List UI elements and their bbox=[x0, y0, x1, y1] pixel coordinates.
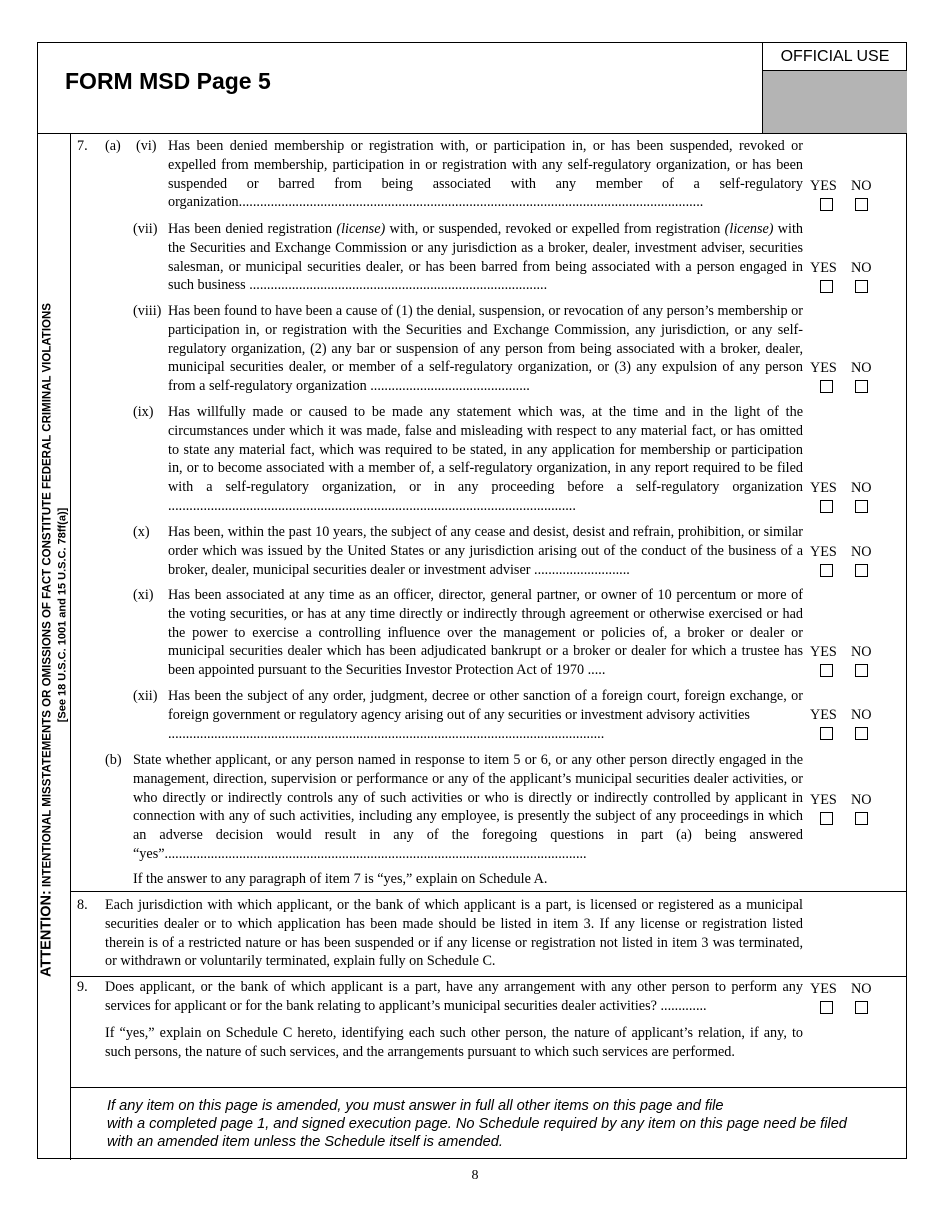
item-7a-vii-license-1: (license) bbox=[336, 221, 386, 237]
leader-dots: ............................................. bbox=[366, 378, 530, 395]
item-7b-body: State whether applicant, or any person named in response to item 5 or 6, or any other person directly engaged in the management, direction, supervision or performance or any of the applicant’s municipal securities dealer activities, or who directly or indirectly controls any of such activities or who is directly or indirectly controlled by applicant in connection with any of such activities, including any employee, is presently the subject of any proceedings in which an adverse decision would result in any of the foregoing questions in part (a) being answered “yes” bbox=[133, 752, 803, 862]
item-7a-x-label: (x) bbox=[133, 524, 150, 540]
official-use-box bbox=[762, 43, 907, 133]
yes-checkbox[interactable] bbox=[820, 198, 833, 211]
item-7a-vii-label: (vii) bbox=[133, 221, 158, 237]
leader-dots: ................................................................................................................................... bbox=[238, 194, 704, 211]
yes-label: YES bbox=[810, 644, 837, 660]
item-7a-viii-body: Has been found to have been a cause of (1) the denial, suspension, or revocation of any person’s membership or participation in, or registration with the Securities and Exchange Commission, any jurisdiction, or any self-regulatory organization, (2) any bar or suspension of any person from being associated with a broker, dealer, municipal securities dealer, or member of a self-regulatory organization, or (3) any expulsion of any person from a self-regulatory organization bbox=[168, 303, 803, 395]
no-checkbox[interactable] bbox=[855, 564, 868, 577]
no-label: NO bbox=[851, 178, 872, 194]
item-7a-vii-text-2: with, or suspended, revoked or expelled from registration bbox=[385, 221, 725, 237]
yes-label: YES bbox=[810, 707, 837, 723]
yes-label: YES bbox=[810, 260, 837, 276]
leader-dots: ............. bbox=[656, 997, 707, 1014]
item-7a-vii-text-1: Has been denied registration bbox=[168, 221, 337, 237]
yes-label: YES bbox=[810, 480, 837, 496]
no-label: NO bbox=[851, 981, 872, 997]
page-number: 8 bbox=[471, 1168, 479, 1183]
yes-label: YES bbox=[810, 360, 837, 376]
yes-label: YES bbox=[810, 178, 837, 194]
attention-text: INTENTIONAL MISSTATEMENTS OR OMISSIONS OF FACT CONSTITUTE FEDERAL CRIMINAL VIOLATIONS bbox=[41, 303, 54, 888]
no-checkbox[interactable] bbox=[855, 664, 868, 677]
item-7a-vii-text-3: with the Securities and Exchange Commission or any jurisdiction as a broker, dealer, investment adviser, securities salesman, or municipal securities dealer, or has been barred from being associated with a person engaged in such business bbox=[168, 221, 804, 294]
item-7a-xi-text bbox=[168, 586, 803, 680]
no-checkbox[interactable] bbox=[855, 500, 868, 513]
no-label: NO bbox=[851, 480, 872, 496]
no-checkbox[interactable] bbox=[855, 380, 868, 393]
no-label: NO bbox=[851, 260, 872, 276]
yes-checkbox[interactable] bbox=[820, 280, 833, 293]
item-7-footnote: If the answer to any paragraph of item 7 is “yes,” explain on Schedule A. bbox=[133, 871, 548, 887]
amendment-note-line-3: with an amended item unless the Schedule itself is amended. bbox=[107, 1134, 503, 1150]
yes-checkbox[interactable] bbox=[820, 564, 833, 577]
item-7a-xii-label: (xii) bbox=[133, 688, 158, 704]
item-7a-vi-body: Has been denied membership or registration with, or participation in, or has been suspended, revoked or expelled from membership, participation in or registration with any self-regulatory organization, or has been suspended or barred from being associated with any member of a self-regulatory organization bbox=[168, 138, 803, 211]
leader-dots: ........................................................................................................................... bbox=[168, 725, 605, 742]
page-title: FORM MSD Page 5 bbox=[65, 68, 271, 94]
attention-citation: [See 18 U.S.C. 1001 and 15 U.S.C. 78ff(a)] bbox=[56, 507, 69, 723]
amendment-note-line-2: with a completed page 1, and signed execution page. No Schedule required by any item on this page need be filed bbox=[107, 1116, 847, 1132]
yes-checkbox[interactable] bbox=[820, 380, 833, 393]
yes-label: YES bbox=[810, 981, 837, 997]
no-label: NO bbox=[851, 360, 872, 376]
no-label: NO bbox=[851, 707, 872, 723]
divider-item9 bbox=[71, 976, 907, 977]
divider-note bbox=[71, 1087, 907, 1088]
amendment-note bbox=[107, 1097, 897, 1151]
attention-sidebar bbox=[38, 134, 71, 1160]
amendment-note-line-1: If any item on this page is amended, you must answer in full all other items on this page and file bbox=[107, 1098, 724, 1114]
yes-label: YES bbox=[810, 792, 837, 808]
yes-checkbox[interactable] bbox=[820, 500, 833, 513]
item-9-number: 9. bbox=[77, 979, 88, 995]
yes-checkbox[interactable] bbox=[820, 727, 833, 740]
no-label: NO bbox=[851, 544, 872, 560]
item-7a-vi-text bbox=[168, 137, 803, 212]
item-7a-vii-license-2: (license) bbox=[724, 221, 774, 237]
item-7a-viii-text bbox=[168, 302, 803, 396]
item-9-text bbox=[105, 978, 803, 1016]
item-7a-xi-label: (xi) bbox=[133, 587, 154, 603]
no-checkbox[interactable] bbox=[855, 1001, 868, 1014]
no-checkbox[interactable] bbox=[855, 198, 868, 211]
official-use-shaded-area bbox=[763, 71, 907, 133]
attention-notice bbox=[39, 270, 70, 1010]
no-label: NO bbox=[851, 644, 872, 660]
no-checkbox[interactable] bbox=[855, 812, 868, 825]
no-label: NO bbox=[851, 792, 872, 808]
leader-dots: ..... bbox=[584, 662, 606, 679]
item-9-body: Does applicant, or the bank of which applicant is a part, have any arrangement with any other person to perform any services for applicant or for the bank relating to applicant’s municipal securities dealer activities? bbox=[105, 979, 803, 1014]
item-7a-label: (a) bbox=[105, 138, 121, 154]
item-7a-vii-text bbox=[168, 220, 803, 295]
item-7a-viii-label: (viii) bbox=[133, 303, 162, 319]
attention-label: ATTENTION: bbox=[38, 890, 55, 977]
item-7a-ix-text bbox=[168, 403, 803, 516]
item-9-followup: If “yes,” explain on Schedule C hereto, identifying each such other person, the nature of applicant’s relation, if any, to such persons, the nature of such services, and the arrangements pursuant to which such services are performed. bbox=[105, 1025, 803, 1060]
item-7b-label: (b) bbox=[105, 752, 122, 768]
official-use-label: OFFICIAL USE bbox=[763, 43, 907, 71]
no-checkbox[interactable] bbox=[855, 727, 868, 740]
divider-item8 bbox=[71, 891, 907, 892]
item-8-number: 8. bbox=[77, 897, 88, 913]
item-7a-x-body: Has been, within the past 10 years, the subject of any cease and desist, desist and refrain, prohibition, or similar order which was issued by the United States or any jurisdiction arising out of the conduct of the business of a broker, dealer, municipal securities dealer or investment adviser bbox=[168, 524, 803, 578]
leader-dots: ....................................................................................................................... bbox=[164, 845, 587, 862]
item-8-text: Each jurisdiction with which applicant, or the bank of which applicant is a part, is licensed or registered as a municipal securities dealer or to which application has been made should be listed in item 3. If any license or registration listed therein is of a restricted nature or has been suspended or if any license or registration not listed in item 3 was terminated, or withdrawn or voluntarily terminated, explain fully on Schedule C. bbox=[105, 897, 803, 970]
item-7a-xii-text bbox=[168, 687, 803, 743]
item-7a-ix-label: (ix) bbox=[133, 404, 154, 420]
yes-checkbox[interactable] bbox=[820, 1001, 833, 1014]
no-checkbox[interactable] bbox=[855, 280, 868, 293]
leader-dots: .................................................................................... bbox=[245, 277, 548, 294]
item-7a-xi-body: Has been associated at any time as an officer, director, general partner, or owner of 10 percentum or more of the voting securities, or has at any time directly or indirectly through agreement or otherwise exercised or had the power to exercise a controlling influence over the management or policies of, a broker or dealer or municipal securities dealer which has been adjudicated bankrupt or a broker or dealer for which a trustee has been appointed pursuant to the Securities Investor Protection Act of 1970 bbox=[168, 587, 803, 679]
yes-checkbox[interactable] bbox=[820, 812, 833, 825]
item-7-number: 7. bbox=[77, 138, 88, 154]
form-header bbox=[38, 43, 906, 134]
item-7a-vi-label: (vi) bbox=[136, 138, 157, 154]
item-7a-ix-body: Has willfully made or caused to be made any statement which was, at the time and in the light of the circumstances under which it was made, false and misleading with respect to any material fact, or has omitted to state any material fact, which was required to be stated, in any application for membership or participation in, or to become associated with a member of, a self-regulatory organization, in any report required to be filed with a self-regulatory organization, or in any proceeding before a self-regulatory organization bbox=[168, 404, 803, 496]
item-7a-x-text bbox=[168, 523, 803, 579]
yes-checkbox[interactable] bbox=[820, 664, 833, 677]
item-7a-xii-body: Has been the subject of any order, judgment, decree or other sanction of a foreign court, foreign exchange, or foreign government or regulatory agency arising out of any securities or investment advisory activities bbox=[168, 688, 803, 723]
leader-dots: ........................... bbox=[530, 561, 630, 578]
leader-dots: ................................................................................................................... bbox=[168, 497, 576, 514]
item-7b-text bbox=[133, 751, 803, 864]
yes-label: YES bbox=[810, 544, 837, 560]
